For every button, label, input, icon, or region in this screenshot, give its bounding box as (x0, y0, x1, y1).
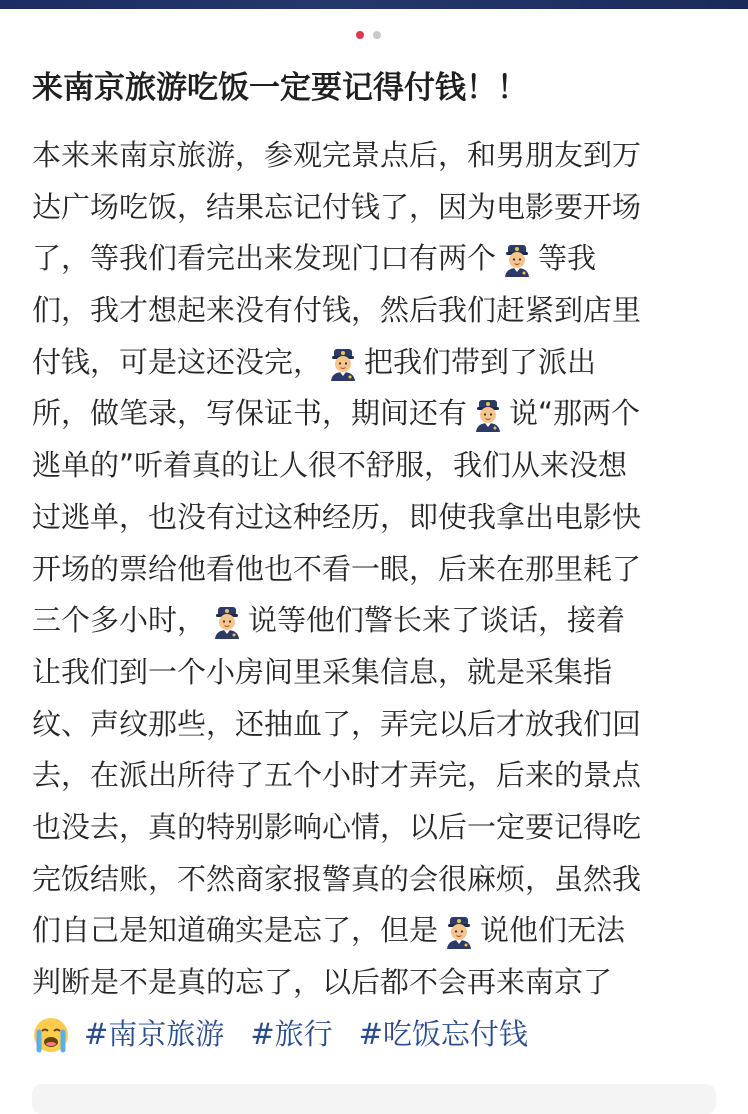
body-text: 开场的票给他看他也不看一眼，后来在那里耗了 (32, 551, 642, 586)
police-officer-icon (444, 914, 474, 948)
post-body (32, 130, 720, 1060)
body-text: 们自己是知道确实是忘了，但是 (32, 913, 439, 948)
carousel-dot-inactive[interactable] (373, 31, 381, 39)
police-officer-icon (328, 346, 358, 380)
post-title: 来南京旅游吃饭一定要记得付钱！！ (32, 70, 528, 106)
body-line (32, 233, 720, 285)
body-text: 完饭结账，不然商家报警真的会很麻烦，虽然我 (32, 861, 642, 896)
body-text: 纹、声纹那些，还抽血了，弄完以后才放我们回 (32, 706, 642, 741)
body-line (32, 595, 720, 647)
body-line (32, 957, 720, 1009)
body-text: 三个多小时， (32, 603, 207, 638)
hashtag-row (32, 1009, 720, 1061)
body-text: 了，等我们看完出来发现门口有两个 (32, 241, 497, 276)
body-text: 判断是不是真的忘了，以后都不会再来南京了 (32, 965, 613, 999)
hashtag-link[interactable]: #南京旅游 (84, 1016, 225, 1051)
body-line (32, 544, 720, 596)
body-text: 说他们无法 (480, 913, 626, 948)
carousel-dot-active[interactable] (356, 31, 364, 39)
body-text: 逃单的”听着真的让人很不舒服，我们从来没想 (32, 448, 628, 483)
body-text: 也没去，真的特别影响心情，以后一定要记得吃 (32, 809, 642, 844)
carousel-indicator (356, 31, 381, 39)
body-text: 把我们带到了派出 (364, 344, 597, 379)
body-text: 们，我才想起来没有付钱，然后我们赶紧到店里 (32, 293, 642, 328)
body-line (32, 388, 720, 440)
police-officer-icon (212, 604, 242, 638)
body-line (32, 647, 720, 699)
body-text: 说等他们警长来了谈话，接着 (248, 603, 626, 638)
body-text: 去，在派出所待了五个小时才弄完，后来的景点 (32, 758, 642, 793)
body-text: 达广场吃饭，结果忘记付钱了，因为电影要开场 (32, 189, 642, 224)
body-line (32, 854, 720, 906)
body-text: 说“那两个 (509, 396, 641, 431)
body-line (32, 440, 720, 492)
body-line (32, 905, 720, 957)
body-line (32, 285, 720, 337)
crying-face-icon (32, 1016, 70, 1054)
bottom-card-edge (32, 1084, 716, 1114)
body-line (32, 492, 720, 544)
body-line (32, 182, 720, 234)
police-officer-icon (473, 397, 503, 431)
body-text: 过逃单，也没有过这种经历，即使我拿出电影快 (32, 499, 642, 534)
body-text: 等我 (538, 241, 597, 276)
police-officer-icon (502, 242, 532, 276)
body-text: 本来来南京旅游，参观完景点后，和男朋友到万 (32, 138, 642, 172)
body-text: 所，做笔录，写保证书，期间还有 (32, 396, 468, 431)
body-line (32, 699, 720, 751)
body-text: 让我们到一个小房间里采集信息，就是采集指 (32, 654, 613, 689)
hashtag-link[interactable]: #吃饭忘付钱 (358, 1016, 528, 1051)
body-line (32, 130, 720, 182)
hashtag-link[interactable]: #旅行 (250, 1016, 333, 1051)
top-banner-strip (0, 0, 748, 9)
body-line (32, 802, 720, 854)
body-line (32, 337, 720, 389)
body-line (32, 750, 720, 802)
body-text: 付钱，可是这还没完， (32, 344, 323, 379)
